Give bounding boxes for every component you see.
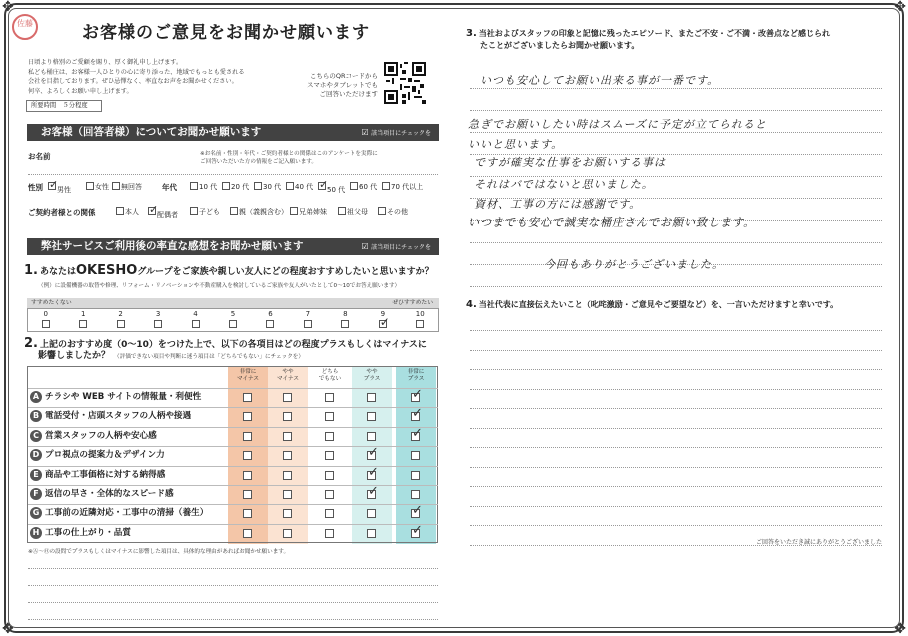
rating-row: [30, 524, 230, 543]
rating-checkbox[interactable]: [411, 490, 420, 499]
name-field-line[interactable]: [28, 174, 438, 175]
handwritten-answer: いいと思います。: [468, 138, 564, 151]
scale-option[interactable]: [102, 309, 139, 331]
rating-row: [30, 504, 230, 523]
rating-row: [30, 446, 230, 465]
scale-number: 2: [118, 310, 123, 318]
q4-question: 4. 当社代表に直接伝えたいこと（叱咤激励・ご意見やご要望など）を、一言いただけますと幸いです。: [466, 299, 839, 310]
option-label: 70 代以上: [391, 183, 424, 191]
rating-checkbox[interactable]: [367, 393, 376, 402]
rating-row: [30, 485, 230, 504]
privacy-note: ※お名前・性別・年代・ご契約者様との関係はこのアンケートを実際に ご回答いただいた方の情報をご記入願います。: [200, 151, 378, 165]
row-label: チラシや WEB サイトの情報量・利便性: [45, 392, 202, 402]
checkbox[interactable]: [116, 207, 124, 215]
checkbox[interactable]: [230, 207, 238, 215]
row-letter-badge: G: [30, 507, 42, 519]
scale-option[interactable]: [289, 309, 326, 331]
rating-checkbox[interactable]: [283, 451, 292, 460]
row-label: 返信の早さ・全体的なスピード感: [45, 489, 174, 499]
scale-number: 1: [80, 310, 86, 318]
corner-ornament: ✥: [2, 0, 14, 15]
answer-line: [470, 506, 882, 507]
relation-option[interactable]: [148, 207, 178, 220]
handwritten-answer: いつも安心してお願い出来る事が一番です。: [480, 74, 720, 87]
reason-line[interactable]: [28, 585, 438, 586]
scale-option[interactable]: [64, 309, 101, 331]
scale-option[interactable]: [402, 309, 439, 331]
q2-footnote: ※Ⓐ〜Ⓗの設問でプラスもしくはマイナスに影響した項目は、具体的な理由があればお聞かせ願います。: [28, 549, 290, 555]
section-header-feedback: 弊社サービスご利用後の率直な感想をお聞かせ願います ☑ 該当項目にチェックを: [27, 238, 439, 255]
option-label: 親（義親含む）: [239, 208, 288, 216]
checkbox[interactable]: [86, 182, 94, 190]
scale-checkbox[interactable]: [229, 320, 237, 328]
reason-line[interactable]: [28, 568, 438, 569]
relation-label: ご契約者様との関係: [28, 208, 96, 217]
rating-column-header: やや マイナス: [276, 369, 300, 382]
checkbox[interactable]: [318, 182, 326, 190]
handwritten-answer: それはバではないと思いました。: [474, 178, 654, 191]
checkbox[interactable]: [112, 182, 120, 190]
row-letter-badge: A: [30, 391, 42, 403]
checkbox[interactable]: [290, 207, 298, 215]
scale-number: 7: [305, 310, 311, 318]
scale-option[interactable]: [177, 309, 214, 331]
rating-checkbox[interactable]: [283, 529, 292, 538]
checkbox[interactable]: [254, 182, 262, 190]
corner-ornament: ✥: [2, 621, 14, 636]
age-option[interactable]: [222, 182, 249, 192]
age-option[interactable]: [350, 182, 377, 192]
q3-question-line2: たことがございましたらお聞かせ願います。: [480, 41, 640, 50]
gender-label: 性別: [28, 183, 43, 192]
corner-ornament: ✥: [894, 621, 906, 636]
rating-checkbox[interactable]: [283, 490, 292, 499]
rating-checkbox[interactable]: [243, 509, 252, 518]
rating-checkbox[interactable]: [367, 471, 376, 480]
relation-option[interactable]: [290, 207, 327, 217]
option-label: 子ども: [199, 208, 220, 216]
rating-checkbox[interactable]: [367, 451, 376, 460]
q1-question: 1. あなたはOKESHOグループをご家族や親しい友人にどの程度おすすめしたいと思いますか？: [24, 263, 434, 278]
rating-row: [30, 407, 230, 426]
age-option[interactable]: [382, 182, 423, 192]
name-stamp: 佐藤: [12, 14, 38, 40]
qr-code-icon[interactable]: [384, 62, 426, 104]
age-option[interactable]: [254, 182, 281, 192]
scale-number: 0: [43, 310, 48, 318]
checkbox[interactable]: [148, 207, 156, 215]
time-required: 所要時間 ５分程度: [26, 100, 102, 112]
scale-option[interactable]: [214, 309, 251, 331]
handwritten-answer: 急ぎでお願いしたい時はスムーズに予定が立てられると: [468, 118, 767, 131]
option-label: 40 代: [295, 183, 314, 191]
answer-line: [470, 428, 882, 429]
row-label: プロ視点の提案力＆デザイン力: [45, 450, 165, 461]
row-letter-badge: B: [30, 410, 42, 422]
rating-row: [30, 427, 230, 446]
scale-option[interactable]: [364, 309, 401, 331]
q1-note: （例）に設備機器の取替や修理、リフォーム・リノベーションや不動産購入を検討しているご家族や友人がいたとして0〜10でお答え願います）: [38, 283, 401, 289]
answer-line: [470, 286, 882, 287]
option-label: 無回答: [121, 183, 142, 191]
option-label: 本人: [125, 208, 139, 216]
scale-number: 3: [155, 310, 161, 318]
answer-line: [470, 330, 882, 331]
option-label: 30 代: [263, 183, 282, 191]
scale-checkbox[interactable]: [42, 320, 50, 328]
rating-checkbox[interactable]: [367, 412, 376, 421]
row-label: 工事前の近隣対応・工事中の清掃（養生）: [45, 508, 209, 519]
rating-checkbox[interactable]: [411, 432, 420, 441]
answer-line: [470, 110, 882, 111]
scale-number: 6: [268, 310, 273, 318]
age-option[interactable]: [318, 182, 345, 195]
rating-checkbox[interactable]: [325, 490, 334, 499]
answer-line: [470, 389, 882, 390]
checkbox[interactable]: [382, 182, 390, 190]
rating-checkbox[interactable]: [325, 451, 334, 460]
scale-number: 9: [380, 310, 386, 318]
scale-number: 10: [415, 310, 425, 318]
relation-option[interactable]: [190, 207, 220, 217]
checkbox[interactable]: [190, 207, 198, 215]
gender-option[interactable]: [86, 182, 109, 192]
reason-line[interactable]: [28, 619, 438, 620]
row-label: 電話受付・店頭スタッフの人柄や接遇: [45, 411, 192, 422]
rating-checkbox[interactable]: [283, 509, 292, 518]
name-label: お名前: [28, 152, 51, 161]
rating-checkbox[interactable]: [283, 432, 292, 441]
answer-line: [470, 369, 882, 370]
scale-option[interactable]: [27, 309, 64, 331]
option-label: 60 代: [359, 183, 378, 191]
rating-checkbox[interactable]: [243, 451, 252, 460]
row-label: 工事の仕上がり・品質: [45, 527, 131, 538]
checkbox[interactable]: [350, 182, 358, 190]
rating-checkbox[interactable]: [411, 451, 420, 460]
rating-checkbox[interactable]: [325, 412, 334, 421]
rating-checkbox[interactable]: [411, 529, 420, 538]
rating-checkbox[interactable]: [367, 432, 376, 441]
reason-line[interactable]: [28, 602, 438, 603]
answer-line: [470, 242, 882, 243]
answer-line: [470, 486, 882, 487]
answer-line: [470, 350, 882, 351]
handwritten-answer: いつまでも安心で誠実な桶庄さんでお願い致します。: [468, 216, 756, 229]
option-label: 男性: [57, 186, 71, 194]
rating-checkbox[interactable]: [325, 432, 334, 441]
scale-checkbox[interactable]: [192, 320, 200, 328]
gender-option[interactable]: [112, 182, 142, 192]
handwritten-answer: ですが確実な仕事をお願いする事は: [474, 156, 666, 169]
option-label: その他: [387, 208, 408, 216]
rating-checkbox[interactable]: [283, 393, 292, 402]
rating-checkbox[interactable]: [243, 412, 252, 421]
rating-row: [30, 466, 230, 485]
row-label: 商品や工事価格に対する納得感: [45, 469, 166, 480]
scale-checkbox[interactable]: [154, 320, 162, 328]
scale-checkbox[interactable]: [117, 320, 125, 328]
checkbox[interactable]: [48, 182, 56, 190]
rating-checkbox[interactable]: [367, 490, 376, 499]
rating-checkbox[interactable]: [325, 471, 334, 480]
rating-checkbox[interactable]: [411, 412, 420, 421]
scale-checkbox[interactable]: [266, 320, 274, 328]
rating-checkbox[interactable]: [367, 529, 376, 538]
checkbox[interactable]: [190, 182, 198, 190]
answer-line: [470, 88, 882, 89]
answer-line: [470, 525, 882, 526]
scale-checkbox[interactable]: [79, 320, 87, 328]
row-letter-badge: C: [30, 430, 42, 442]
scale-checkbox[interactable]: [416, 320, 424, 328]
intro-text: 日頃より格別のご愛顧を賜り、厚く御礼申し上げます。 私ども桶庄は、お客様一人ひとりの心に寄り添った、地域でもっとも愛される 会社を目指しております。ぜひ忌憚なく、率直なお声をお聞かせください。 何卒、よろしくお願い申し上げます。: [28, 59, 245, 95]
rating-checkbox[interactable]: [243, 490, 252, 499]
handwritten-answer: 資材、工事の方には感謝です。: [474, 198, 642, 211]
row-letter-badge: F: [30, 488, 42, 500]
rating-checkbox[interactable]: [325, 393, 334, 402]
scale-checkbox[interactable]: [379, 320, 387, 328]
rating-checkbox[interactable]: [283, 471, 292, 480]
relation-option[interactable]: [338, 207, 368, 217]
rating-column-header: 非常に プラス: [407, 369, 425, 382]
rating-checkbox[interactable]: [411, 509, 420, 518]
rating-column-header: やや プラス: [363, 369, 381, 382]
rating-checkbox[interactable]: [411, 471, 420, 480]
option-label: 兄弟姉妹: [299, 208, 327, 216]
section-header-customer: お客様（回答者様）についてお聞かせ願います ☑ 該当項目にチェックを: [27, 124, 439, 141]
age-label: 年代: [162, 183, 177, 192]
rating-checkbox[interactable]: [325, 509, 334, 518]
age-option[interactable]: [286, 182, 313, 192]
answer-line: [470, 467, 882, 468]
q2-question: 2. 上記のおすすめ度（0〜10）をつけた上で、以下の各項目はどの程度プラスもしくはマイナスに: [24, 336, 427, 351]
row-label: 営業スタッフの人柄や安心感: [45, 430, 157, 441]
option-label: 配偶者: [157, 211, 178, 219]
rating-checkbox[interactable]: [243, 471, 252, 480]
row-letter-badge: D: [30, 449, 42, 461]
thanks-note: ご回答をいただき誠にありがとうございました: [755, 539, 882, 546]
rating-column-header: どちら でもない: [318, 369, 342, 382]
q3-question: 3. 当社およびスタッフの印象と記憶に残ったエピソード、またご不安・ご不満・改善点など感じられ: [466, 28, 831, 39]
q2-question-line2: 影響しましたか？ （評価できない項目や判断に迷う項目は「どちらでもない」にチェックを）: [38, 351, 304, 361]
checkbox[interactable]: [222, 182, 230, 190]
checkbox[interactable]: [378, 207, 386, 215]
scale-number: 8: [343, 310, 348, 318]
rating-column-header: 非常に マイナス: [236, 369, 260, 382]
scale-number: 4: [193, 310, 198, 318]
page-title: お客様のご意見をお聞かせ願います: [82, 23, 370, 43]
rating-row: [30, 388, 230, 407]
rating-checkbox[interactable]: [243, 432, 252, 441]
checkbox[interactable]: [286, 182, 294, 190]
rating-checkbox[interactable]: [243, 529, 252, 538]
rating-checkbox[interactable]: [243, 393, 252, 402]
answer-line: [470, 447, 882, 448]
age-option[interactable]: [190, 182, 217, 192]
scale-option[interactable]: [139, 309, 176, 331]
rating-checkbox[interactable]: [283, 412, 292, 421]
scale-option[interactable]: [252, 309, 289, 331]
rating-checkbox[interactable]: [325, 529, 334, 538]
option-label: 祖父母: [347, 208, 368, 216]
checkbox[interactable]: [338, 207, 346, 215]
relation-option[interactable]: [116, 207, 139, 217]
scale-number: 5: [230, 310, 236, 318]
relation-option[interactable]: [378, 207, 408, 217]
answer-line: [470, 132, 882, 133]
option-label: 20 代: [231, 183, 250, 191]
option-label: 50 代: [327, 186, 346, 194]
scale-checkbox[interactable]: [341, 320, 349, 328]
option-label: 10 代: [199, 183, 218, 191]
qr-description: こちらのQRコードから スマホやタブレットでも ご回答いただけます: [306, 72, 378, 98]
rating-checkbox[interactable]: [411, 393, 420, 402]
option-label: 女性: [95, 183, 109, 191]
row-letter-badge: H: [30, 527, 42, 539]
q1-scale-bar: すすめたくない ぜひすすめたい: [27, 298, 439, 308]
relation-option[interactable]: [230, 207, 288, 217]
rating-checkbox[interactable]: [367, 509, 376, 518]
gender-option[interactable]: [48, 182, 71, 195]
row-letter-badge: E: [30, 469, 42, 481]
scale-option[interactable]: [327, 309, 364, 331]
handwritten-answer: 今回もありがとうございました。: [544, 258, 724, 271]
scale-checkbox[interactable]: [304, 320, 312, 328]
corner-ornament: ✥: [894, 0, 906, 15]
answer-line: [470, 408, 882, 409]
